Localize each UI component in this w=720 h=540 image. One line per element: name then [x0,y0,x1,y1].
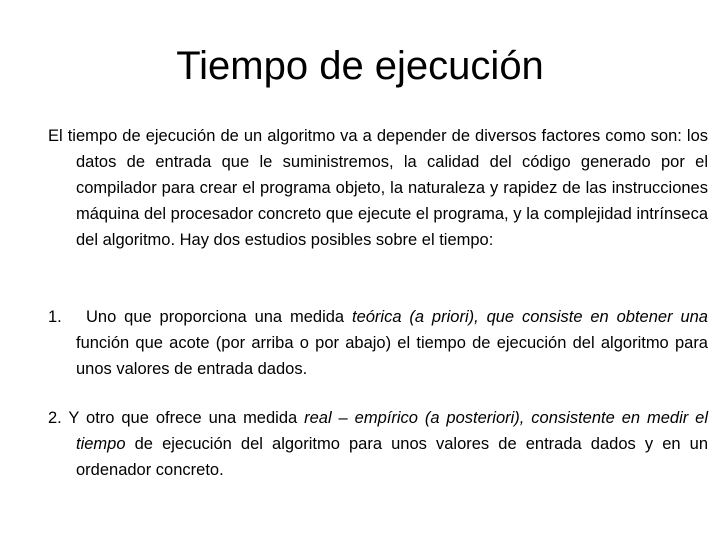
list-item-1-number: 1. [48,308,62,326]
list-item-2-text-a: Y otro que ofrece una medida [61,409,305,427]
slide-title: Tiempo de ejecución [176,44,544,88]
list-item-2-number: 2. [48,409,62,427]
list-item-1-text-a: Uno que proporciona una medida [86,308,352,326]
list-item-2-italic: real – empírico (a posteriori), consistente en medir el tiempo [76,409,708,453]
list-item-2-text-b: de ejecución del algoritmo para unos valores de entrada dados y en un ordenador concreto. [76,435,708,479]
list-item-1 [48,304,708,382]
list-item-2 [48,405,708,483]
list-item-1-text-b: función que acote (por arriba o por abajo) el tiempo de ejecución del algoritmo para unos valores de entrada dados. [76,334,708,378]
intro-paragraph: El tiempo de ejecución de un algoritmo va a depender de diversos factores como son: los datos de entrada que le suministremos, la calidad del código generado por el compilador para crear el programa objeto, la naturaleza y rapidez de las instrucciones máquina del procesador concreto que ejecute el programa, y la complejidad intrínseca del algoritmo. Hay dos estudios posibles sobre el tiempo: [48,127,708,249]
list-item-1-italic: teórica (a priori), que consiste en obtener una [351,308,708,326]
